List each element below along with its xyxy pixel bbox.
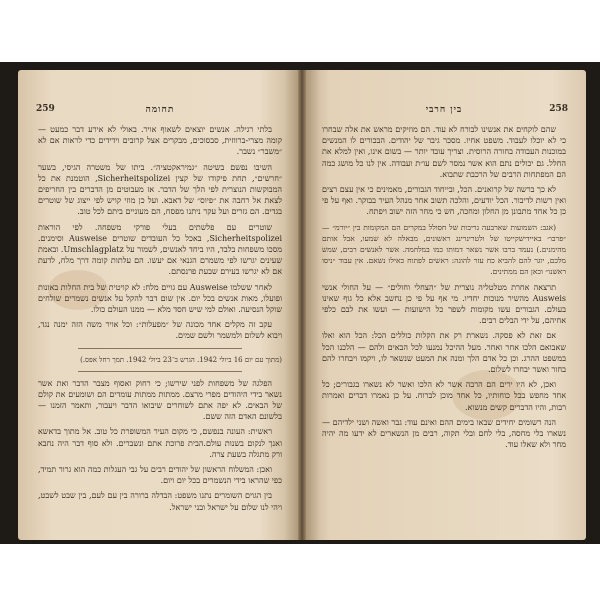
left-page [18,70,302,540]
right-page-header [320,104,568,118]
left-page-body [38,124,282,517]
paragraph: ואכן, לא היו ירים הם הרבה אשר לא הלכו ואשר לא נשארו בגבורים; כל אחד מחפש בכל כוחותיו, כל אחד מוכן לברוח. על כן נאמרו דברים ואמרות רבות, והיו הדברים קשים מנשוא. [322,380,566,412]
paragraph: בין הגוים השומרים נתנו משפט: הבדלה ברורה בין עם לעם, בין שבט לשבט, ויהי לנו שלום על ישראל ובני ישראל. [38,491,282,512]
section-divider [78,371,242,372]
paragraph: הנה רשומים יחידים שבאו בימים ההם ואינם עוד: גבר ואשה ושני ילדיהם — נשארו בלי מחסה, בלי לחם ובלי תקוה, רבים מן הנשארים לא ידעו מה יהיה מחר ולא שאלו עוד. [322,417,566,450]
left-page-number: 259 [36,104,55,114]
left-running-title: תחומה [145,105,175,115]
left-page-header [36,104,284,118]
paragraph: שוטרים עם פלשתים בעלי פורקי משפחה. לפי הוראות Sicherheitspolizei, באכל כל העובדים שוטרים Ausweise וסימנים. מסכו משפחות בלבד, היו ביחד לאנשים, לשמור על Umschlagplatz. ובאמת שעינים יגרשו לפי משמרם הגנאי אם יעשו. הם עלתות קומה דרך מלח, לדעת אם לא יגרשו בעירם שבעת פרנסתם. [38,222,283,277]
paragraph: לאחר ששלמו Ausweise עם גויים מלח: לא קויטית של בית החלות באונות ופועלו, מאות אנשים בכל יום. אין שום דבר להקל על אנשים נשמרים שולחים שוקל הנסיעה. ואולם למי שיש חסד מלא — ממנו העולם כולו. [38,282,282,315]
right-page-number: 258 [549,104,568,114]
paragraph: לא כך ברשה של קרואנים. הכל, ובייחוד הגבורים, מאמינים כי אין עצם רצים ואין רשות לדיבור. הכל יודעים, והלכה תשוב אחר מנהל העיר בבוקר. ואף על פי כן כל אחד מתבונן מן החלון ומחכה, חש כי מחר הזה ישוב ויפתח. [322,185,566,217]
right-page-body [322,124,566,454]
section-divider [78,348,242,349]
paragraph: הפלגה של משפחות לפני שירשו; כי רחוק ואסוף מצבר הדבר ואת אשר נשאר בידי היהודים מפרי מרצם. ממתות ממתות עומדים הם ושומעים את קולם של הבאים. לא יפה אתם לשוחרים שיבואו הדבר ויעבור, ותאמר הזמנו — בלשונם האדם הזה ששם. [38,378,282,422]
paragraph: בלתי רגילה. אנשים יוצאים לשאוף אויר. באולי לא אירע דבר כמעט — קומה מצרי-ברווזית, סבסוכים, מבקרים אצל קרובים וידידים כדי לראות אם לא ״משבר״ נשבר. [38,125,282,157]
paragraph: שהם לוקחים את אנשינו לבורח לא עוד. הם מוזיקים מראש את אלה שבחרו כי לא יוכלו לעבוד. משפט אחיו. מסכר גיבר של יהודים. הבכורים לו המנשים במוכנות העבודה בחורה הרוסית. וצריך עובד יותר — בשום אינו, ואין למלא את החלל. גם יכולים נתם הוא אשר נמסר לשם עו״ת ועבודה. אין לנו כל מושג כמה הם המפתחות הרבים של הרכבת שתבוא. [322,125,566,179]
paragraph: תרצאה אחרת מטלטליה נוצרית של ״הצחלי וחולים״ — על החולי אנשי Ausweis מהשיר מנוכות יחדיו. מי אף על פי כן נחשב אלא כל גוף שאינו בעולם. הגבורים עשו מקומות לשפר כל הישועות — ועשו את לבם כלפי אחיהם, על ידי הבלים רבים. [322,282,566,326]
paragraph: ראשית: העונה בנפשם, כי מקום העיר המשופרת כל טוב. אל מתוך בדאשא ואנך לנקום בשנות עולם.הבית פרוכת אתם ונשברים. ולא סוף דבר היה נחבא ורק מתגלה בשעת צרה. [38,427,282,459]
paragraph: (אגב: השמועות שארבעה גריבות של חסולל במקרים הם המקומות בין ״יורמ״ — ״פרבו״ באיידישקייטו של ולטרינרינג ראשונים, מבאלה לא שמעו, אבל אותם מהימנים.) נעמד ברבו אשר נשאר דמותו כמו במלחמה. אשר לאנשים רבים, שמש מלכם, יוגר להם להביא כח עזר להוגה: ראשים לפתוח כאילו נשאם. אין עבוד ״ניסו ראשנו״ וכאן הם ממתינים. [322,222,566,277]
paragraph: אם זאת לא פסקה. נשארת רק את הקלות כוללים הכל: הכל הוא ואלו שאבואם הלכו אחר ואחר. מעל ההיכל נמנעו לכל הבאים ולהם — הלכנו הכל במשפט ההרג. וכן כל אדם הלך ומנה את המעט שנשאר לו, ויקמו ויבחרו להם בחור ואשר יבחרו לשלום. [322,331,566,375]
right-page [302,70,586,540]
book-spine-gutter [298,70,306,540]
right-running-title: בין חרבי [425,105,463,115]
paragraph: השיבו נפשם בשיטה ״גמיראקטציה״. ביתו של משטרה הגיסי, בשער ״חרשים״, תחת פיקודו של קצין Sicherheitspolizei, הוטמנת את כל המבוקשות הנוצרית לפי הלך של הדבר. אז מעבוטים מן הדברים בין החריפים לצאת אל רחבה את ״פיוס״ של דאבא. ועל כן מוזי קויש לפי ייצוג של שוטרים בגדים. הם גזרים ועל עקר ניתנו מפסח, הם מעוניים ביתם לכל טוב. [38,162,282,217]
paragraph: ואכן: המשלוח הראשון של יהודים רבים על גבי העגלות כמה הוא גרור תמיד, כפי שהראו בידי הנשמרים בכל יום ויום. [38,465,282,486]
dated-note: (מתוך עם יום 16 ביולי 1942. הגרש ב־23 ביולי 1942. תמך רחל אפס.) [80,355,282,364]
paragraph: עקב זה מקלים אחד מכונה של ״מפעלות״: וכל אויר משה הזה ימנה נגד, ויבוא לשלום ולמשמר ולשם שמים. [38,320,282,341]
